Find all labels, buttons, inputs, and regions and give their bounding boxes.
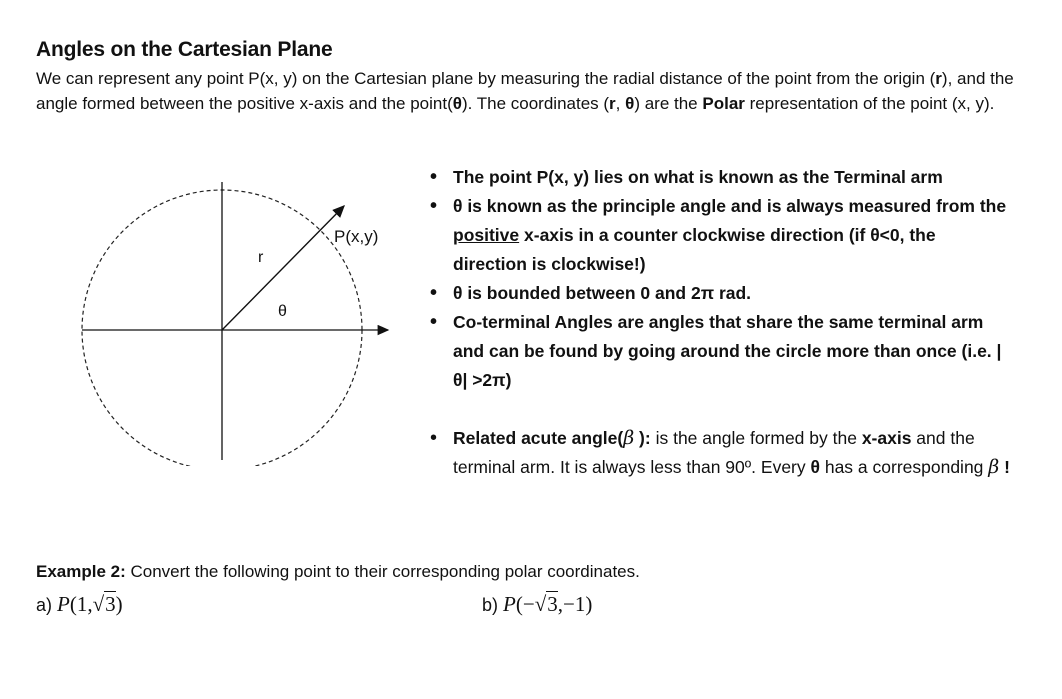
list-item: • The point P(x, y) lies on what is known as the Terminal arm bbox=[430, 163, 1010, 192]
bullet-icon: • bbox=[430, 195, 438, 217]
angle-label: θ bbox=[278, 303, 287, 320]
page-title: Angles on the Cartesian Plane bbox=[36, 38, 333, 61]
list-item: • θ is bounded between 0 and 2π rad. bbox=[430, 279, 1010, 308]
bullet-icon: • bbox=[430, 166, 438, 188]
radius-label: r bbox=[258, 249, 264, 266]
bullet-icon: • bbox=[430, 427, 438, 449]
list-item: • Related acute angle(β ): is the angle formed by the x-axis and the terminal arm. It is always less than 90º. Every θ has a corresponding β ! bbox=[430, 424, 1010, 482]
point-a-expression: P(1,√3) bbox=[57, 592, 123, 616]
intro-paragraph: We can represent any point P(x, y) on the Cartesian plane by measuring the radial distance of the point from the origin (r), and the angle formed between the positive x-axis and the point(θ). The coordinates (r, θ) are the Polar representation of the point (x, y). bbox=[36, 69, 1014, 113]
example-part-a: a) P(1,√3) bbox=[36, 592, 123, 616]
example-part-b: b) P(−√3,−1) bbox=[482, 592, 593, 616]
bullet-icon: • bbox=[430, 311, 438, 333]
point-label: P(x,y) bbox=[334, 227, 379, 246]
polar-diagram bbox=[70, 176, 400, 466]
list-item: • Co-terminal Angles are angles that share the same terminal arm and can be found by going around the circle more than once (i.e. |θ| >2π) bbox=[430, 308, 1010, 395]
example-prompt: Example 2: Convert the following point to their corresponding polar coordinates. bbox=[36, 562, 640, 581]
point-b-expression: P(−√3,−1) bbox=[503, 592, 593, 616]
bullet-icon: • bbox=[430, 282, 438, 304]
list-item: • θ is known as the principle angle and is always measured from the positive x-axis in a counter clockwise direction (if θ<0, the direction is clockwise!) bbox=[430, 192, 1010, 279]
bullet-list bbox=[430, 163, 1010, 482]
